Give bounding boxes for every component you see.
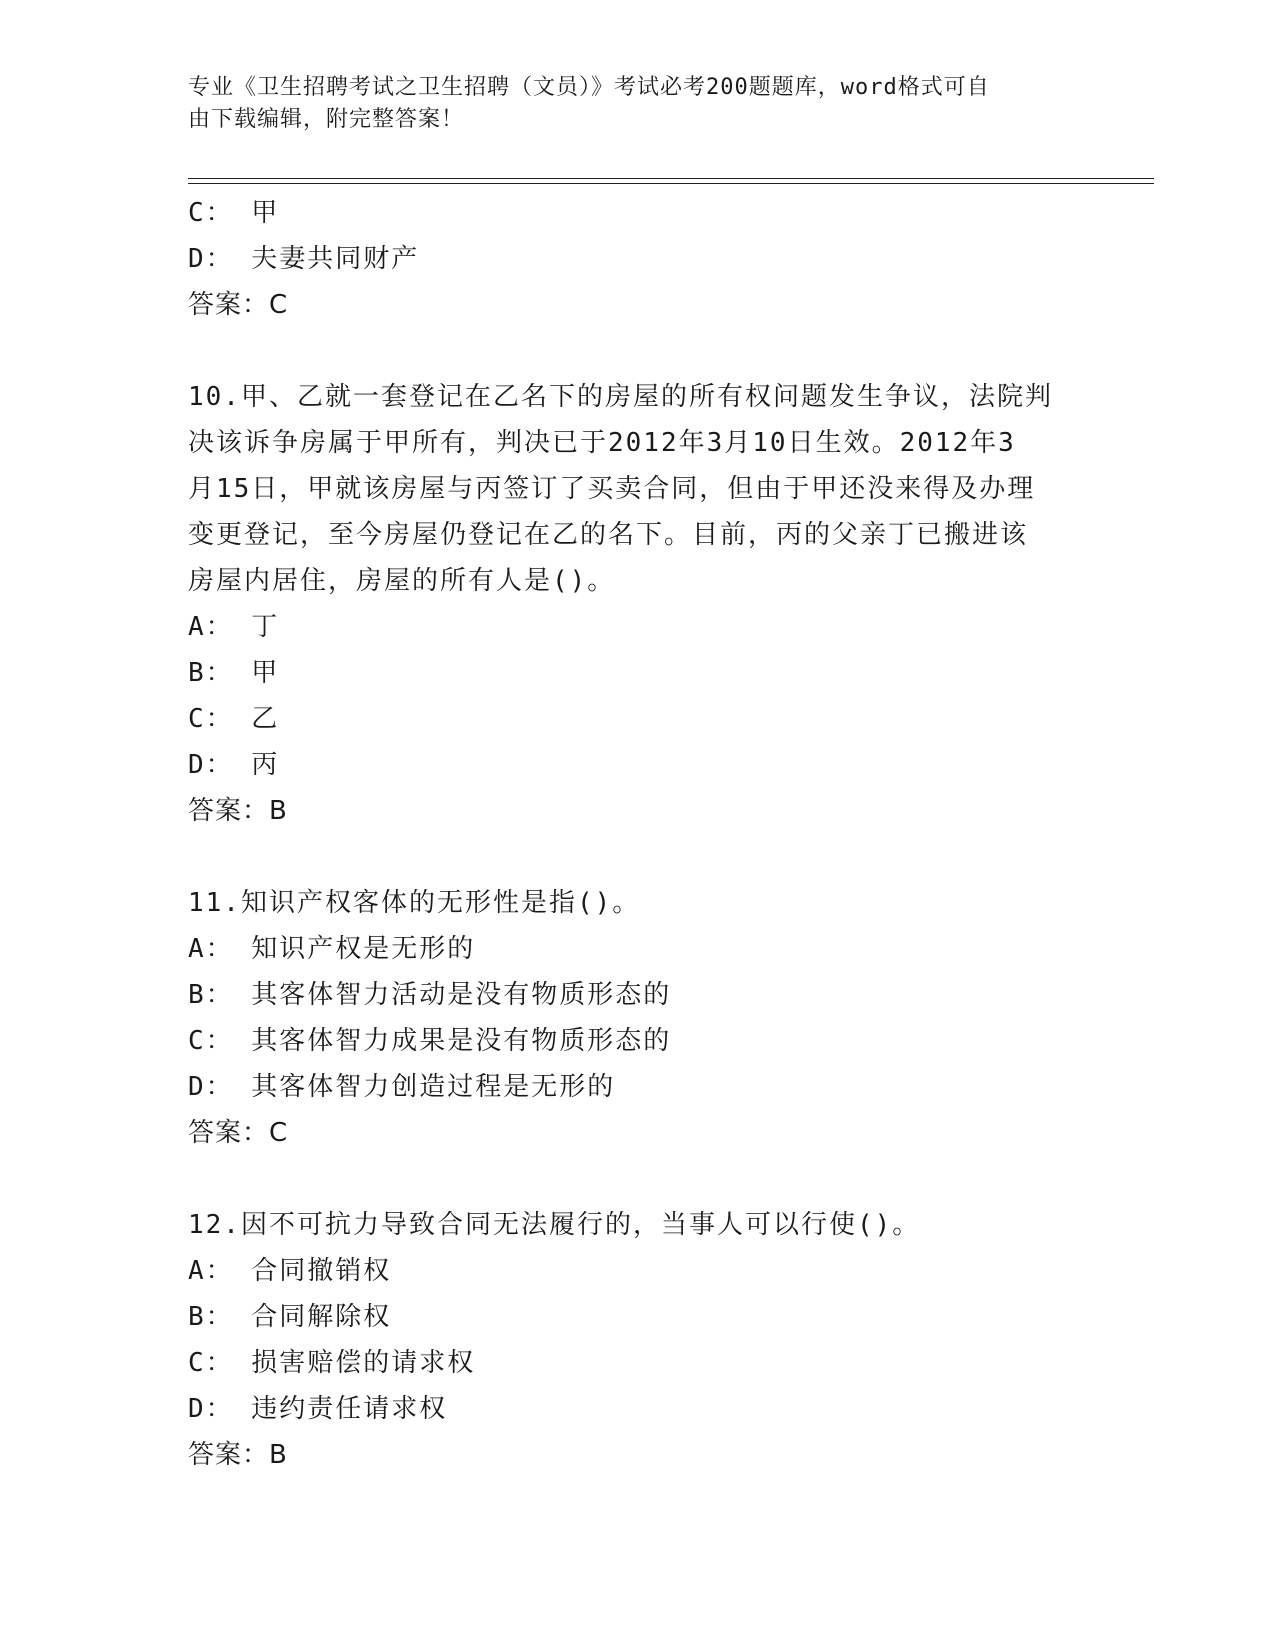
question-text-line: 月15日，甲就该房屋与丙签订了买卖合同，但由于甲还没来得及办理 [188, 474, 1036, 504]
header-line-2: 由下载编辑，附完整答案！ [188, 107, 465, 132]
option-b: B： 其客体智力活动是没有物质形态的 [188, 980, 672, 1010]
option-d: D： 丙 [188, 750, 280, 780]
question-text-line: 11.知识产权客体的无形性是指()。 [188, 888, 641, 918]
option-c: C： 甲 [188, 198, 280, 228]
question-text-line: 12.因不可抗力导致合同无法履行的，当事人可以行使()。 [188, 1210, 921, 1240]
question-text-line: 房屋内居住，房屋的所有人是()。 [188, 566, 616, 596]
option-d: D： 其客体智力创造过程是无形的 [188, 1072, 616, 1102]
header-line-1: 专业《卫生招聘考试之卫生招聘（文员）》考试必考200题题库，word格式可自 [188, 75, 990, 100]
header-divider-bottom [188, 183, 1154, 184]
option-c: C： 其客体智力成果是没有物质形态的 [188, 1026, 672, 1056]
spacer [188, 1156, 1088, 1202]
answer-line: 答案：B [188, 1440, 288, 1470]
option-a: A： 丁 [188, 612, 280, 642]
document-header [188, 72, 1068, 136]
spacer [188, 834, 1088, 880]
spacer [188, 328, 1088, 374]
option-d: D： 夫妻共同财产 [188, 244, 420, 274]
option-c: C： 乙 [188, 704, 280, 734]
question-text-line: 决该诉争房属于甲所有，判决已于2012年3月10日生效。2012年3 [188, 428, 1016, 458]
option-b: B： 甲 [188, 658, 280, 688]
option-a: A： 知识产权是无形的 [188, 934, 476, 964]
answer-line: 答案：B [188, 796, 288, 826]
option-b: B： 合同解除权 [188, 1302, 392, 1332]
question-text-line: 10.甲、乙就一套登记在乙名下的房屋的所有权问题发生争议，法院判 [188, 382, 1053, 412]
option-c: C： 损害赔偿的请求权 [188, 1348, 476, 1378]
answer-line: 答案：C [188, 290, 289, 320]
option-d: D： 违约责任请求权 [188, 1394, 448, 1424]
question-12 [188, 1202, 1088, 1478]
option-a: A： 合同撤销权 [188, 1256, 392, 1286]
header-divider-top [188, 178, 1154, 179]
question-list [188, 190, 1088, 1478]
question-text-line: 变更登记，至今房屋仍登记在乙的名下。目前，丙的父亲丁已搬进该 [188, 520, 1029, 550]
question-11 [188, 880, 1088, 1156]
answer-line: 答案：C [188, 1118, 289, 1148]
question-10 [188, 374, 1088, 834]
